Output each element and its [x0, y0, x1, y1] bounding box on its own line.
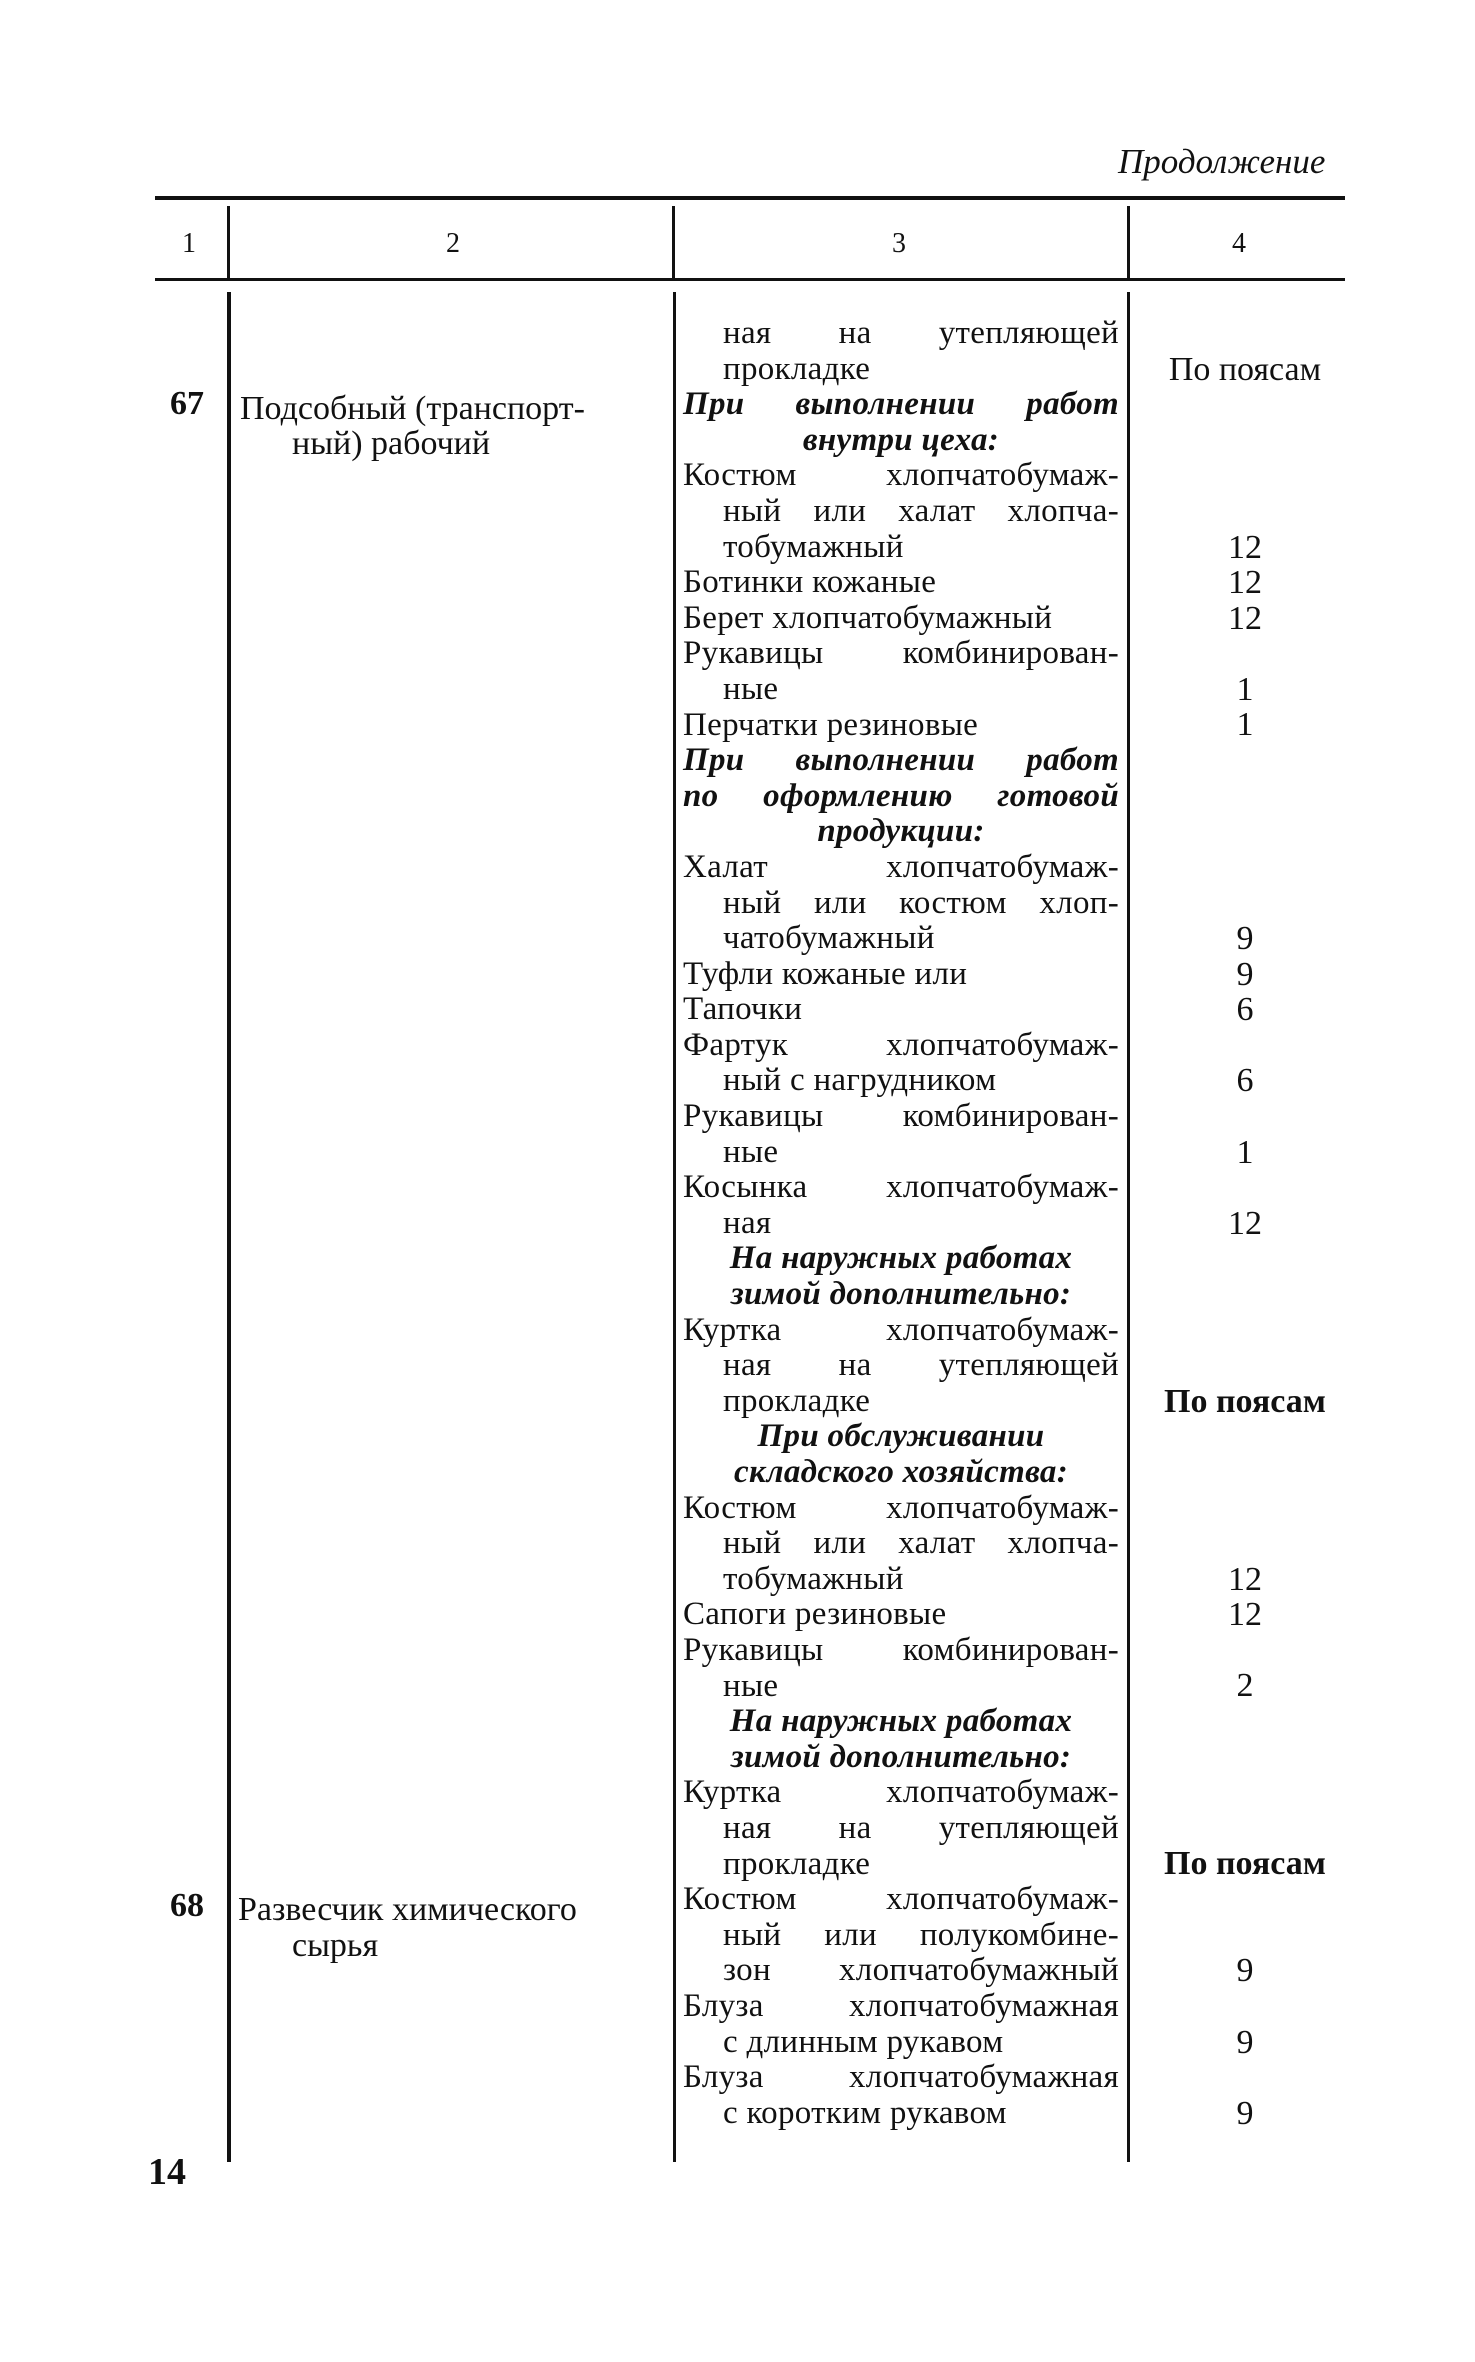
top-rule — [155, 196, 1345, 200]
header-divider-2 — [672, 206, 675, 278]
item-line: Фартук хлопчатобумаж- — [683, 1026, 1119, 1063]
item-line: Костюм хлопчатобумаж- — [683, 1489, 1119, 1526]
wear-period: 12 — [1228, 1596, 1262, 1633]
item-line: Туфли кожаные или — [683, 955, 968, 992]
item-line: Рукавицы комбинирован- — [683, 1098, 1119, 1135]
item-line: с длинным рукавом — [723, 2023, 1004, 2060]
wear-period: 9 — [1236, 2095, 1254, 2132]
item-line: тобумажный — [723, 528, 904, 565]
row-67-name-line-2: ный) рабочий — [292, 425, 491, 462]
item-line: Блуза хлопчатобумажная — [683, 2059, 1119, 2096]
wear-period: 6 — [1236, 1062, 1254, 1099]
column-divider-2 — [673, 292, 676, 2162]
header-divider-1 — [227, 206, 230, 278]
section-heading-line: внутри цеха: — [802, 421, 1000, 458]
section-heading-line: При выполнении работ — [683, 386, 1119, 423]
item-line: ные — [723, 1667, 779, 1704]
wear-period: 9 — [1236, 956, 1254, 993]
item-line: Косынка хлопчатобумаж- — [683, 1169, 1119, 1206]
item-line: ный или халат хлопча- — [723, 492, 1119, 529]
wear-period: По поясам — [1164, 1383, 1326, 1420]
wear-period: 12 — [1228, 600, 1262, 637]
item-line: прокладке — [723, 1382, 871, 1419]
wear-period: По поясам — [1168, 351, 1322, 388]
item-line: Тапочки — [683, 991, 803, 1028]
column-header-1: 1 — [182, 228, 196, 259]
item-line: ные — [723, 1133, 779, 1170]
row-68-name-line-2: сырья — [292, 1927, 379, 1964]
item-line: с коротким рукавом — [723, 2094, 1007, 2131]
item-line: ная на утепляющей — [723, 315, 1119, 351]
item-line: Костюм хлопчатобумаж- — [683, 457, 1119, 494]
wear-period: 9 — [1236, 2024, 1254, 2061]
wear-period: 12 — [1228, 1205, 1262, 1242]
item-line: Рукавицы комбинирован- — [683, 635, 1119, 672]
item-line: ная — [723, 1204, 772, 1241]
item-line: зон хлопчатобумажный — [723, 1952, 1119, 1989]
wear-period: 1 — [1236, 1134, 1254, 1171]
item-line: ный или полукомбине- — [723, 1916, 1119, 1953]
item-line: ный или халат хлопча- — [723, 1525, 1119, 1562]
item-line: Перчатки резиновые — [683, 706, 979, 743]
column-header-4: 4 — [1232, 228, 1246, 259]
section-heading-line: зимой дополнительно: — [730, 1276, 1072, 1313]
wear-period: По поясам — [1164, 1845, 1326, 1882]
column-header-3: 3 — [892, 228, 906, 259]
item-line: ная на утепляющей — [723, 1347, 1119, 1384]
item-line: ный с нагрудником — [723, 1062, 997, 1099]
column-header-2: 2 — [446, 228, 460, 259]
wear-period: 1 — [1236, 706, 1254, 743]
item-line: прокладке — [723, 1845, 871, 1882]
row-67-name-line-1: Подсобный (транспорт- — [240, 390, 585, 427]
column-divider-3 — [1127, 292, 1130, 2162]
wear-period: 6 — [1236, 991, 1254, 1028]
item-line: Рукавицы комбинирован- — [683, 1631, 1119, 1668]
column-3-items — [683, 316, 1119, 2131]
item-line: Куртка хлопчатобумаж- — [683, 1774, 1119, 1811]
header-divider-3 — [1127, 206, 1130, 278]
section-heading-line: продукции: — [817, 813, 985, 850]
wear-period: 1 — [1236, 671, 1254, 708]
item-line: Ботинки кожаные — [683, 564, 937, 601]
section-heading-line: складского хозяйства: — [734, 1454, 1068, 1490]
column-divider-1 — [227, 292, 231, 2162]
section-heading-line: На наружных работах — [729, 1703, 1073, 1740]
wear-period: 12 — [1228, 1561, 1262, 1598]
wear-period: 12 — [1228, 564, 1262, 601]
header-rule — [155, 278, 1345, 281]
item-line: чатобумажный — [723, 920, 935, 957]
section-heading-line: зимой дополнительно: — [730, 1738, 1072, 1775]
section-heading-line: по оформлению готовой — [683, 777, 1119, 814]
row-68-name-line-1: Развесчик химического — [238, 1891, 577, 1928]
item-line: ный или костюм хлоп- — [723, 884, 1119, 921]
item-line: Халат хлопчатобумаж- — [683, 848, 1119, 885]
section-heading-line: При выполнении работ — [683, 742, 1119, 779]
item-line: Блуза хлопчатобумажная — [683, 1987, 1119, 2024]
item-line: Сапоги резиновые — [683, 1596, 947, 1633]
item-line: ная на утепляющей — [723, 1809, 1119, 1846]
item-line: прокладке — [723, 350, 871, 387]
wear-period: 9 — [1236, 920, 1254, 957]
item-line: тобумажный — [723, 1560, 904, 1597]
row-number-67: 67 — [170, 385, 204, 422]
item-line: Куртка хлопчатобумаж- — [683, 1311, 1119, 1348]
wear-period: 2 — [1236, 1667, 1254, 1704]
wear-period: 12 — [1228, 529, 1262, 566]
item-line: Берет хлопчатобумажный — [683, 599, 1053, 636]
item-line: Костюм хлопчатобумаж- — [683, 1881, 1119, 1918]
item-line: ные — [723, 670, 779, 707]
section-heading-line: При обслуживании — [757, 1418, 1045, 1455]
section-heading-line: На наружных работах — [729, 1240, 1073, 1277]
row-number-68: 68 — [170, 1887, 204, 1924]
page-number: 14 — [148, 2151, 186, 2193]
wear-period: 9 — [1236, 1952, 1254, 1989]
continuation-label: Продолжение — [1118, 142, 1326, 181]
